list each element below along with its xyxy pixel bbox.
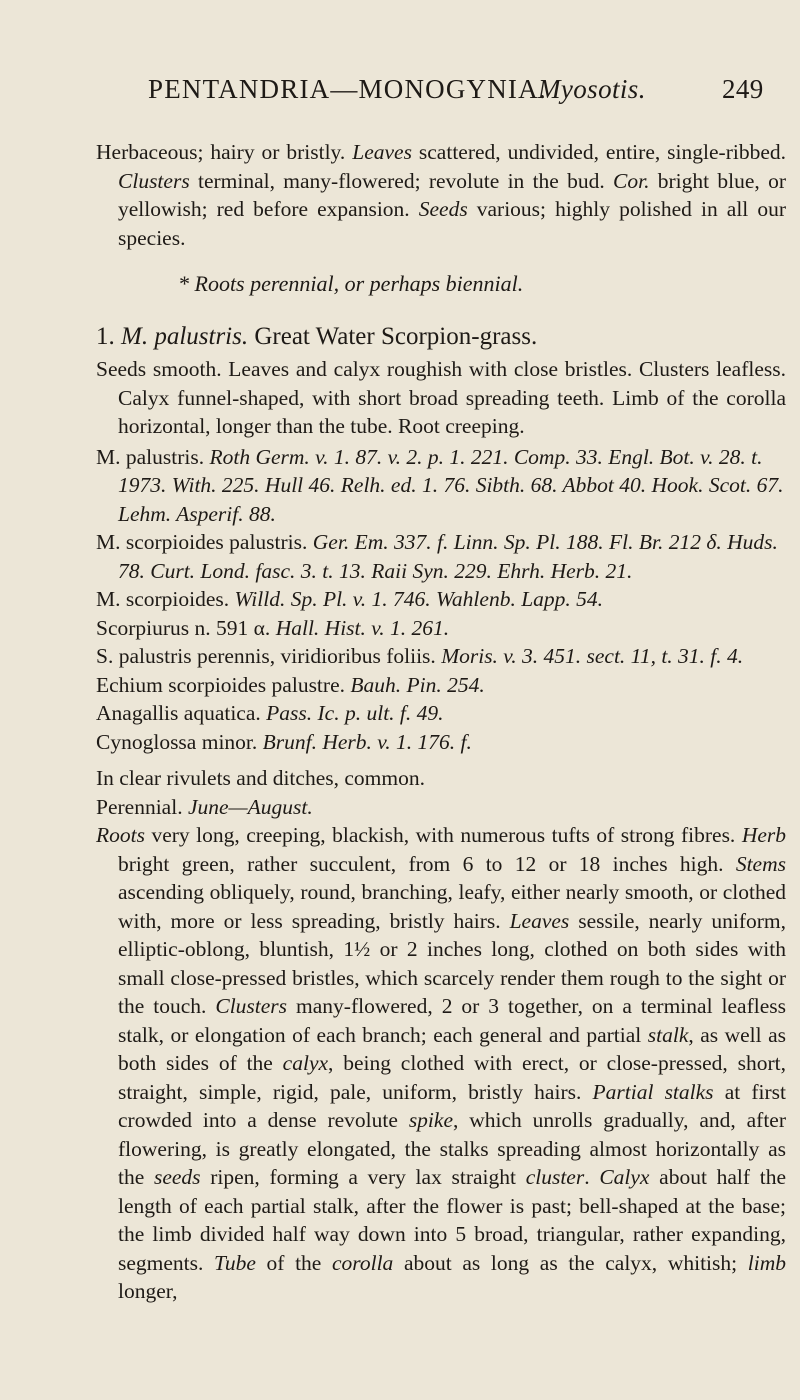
synonym-entry (96, 642, 786, 671)
intro-text: scattered, undivided, entire, single-ribbed. (411, 140, 786, 164)
section-heading: * Roots perennial, or perhaps biennial. (178, 271, 524, 296)
desc-text: many-flowered, 2 or 3 together, on a terminal leafless stalk, or elongation of each branch; each general and partial (118, 994, 786, 1047)
desc-text: longer, (118, 1279, 178, 1303)
synonym-refs: Bauh. Pin. 254. (350, 672, 485, 697)
desc-term: limb (747, 1250, 786, 1275)
synonym-refs: Ger. Em. 337. f. Linn. Sp. Pl. 188. Fl. Br. 212 δ. Huds. 78. Curt. Lond. fasc. 3. t. 13. Raii Syn. 229. Ehrh. Herb. 21. (118, 530, 778, 583)
species-description (96, 821, 786, 1306)
species-heading (96, 323, 786, 352)
intro-text: Herbaceous; hairy or bristly. (96, 140, 346, 164)
synonym-name: Scorpiurus n. 591 α. (96, 615, 271, 640)
desc-term: Clusters (215, 994, 288, 1018)
species-number: 1. (96, 322, 115, 350)
species-diagnosis: Seeds smooth. Leaves and calyx roughish with close bristles. Clusters leafless. Calyx funnel-shaped, with short broad spreading teeth. Limb of the corolla horizontal, longer than the tube. Root creeping. (96, 357, 786, 438)
synonym-entry (96, 528, 786, 585)
synonym-entry (96, 443, 786, 529)
synonym-entry (96, 728, 786, 757)
synonym-name: M. palustris. (96, 444, 205, 469)
synonym-entry (96, 585, 786, 614)
desc-term: Tube (214, 1250, 256, 1275)
desc-term: Leaves (509, 908, 570, 933)
running-title: PENTANDRIA—MONOGYNIA. (148, 74, 547, 104)
genus-description (96, 138, 786, 252)
genus-heading: Myosotis. (538, 74, 646, 104)
flowering-months: June—August. (187, 794, 313, 819)
desc-text: at first crowded into a dense revolute (118, 1079, 786, 1132)
desc-term: Roots (96, 823, 145, 847)
desc-term: seeds (153, 1165, 201, 1189)
habitat: In clear rivulets and ditches, common. (96, 766, 425, 790)
intro-text: bright blue, or yellowish; red before expansion. (118, 168, 786, 221)
desc-term: stalk (647, 1022, 689, 1047)
desc-term: corolla (331, 1250, 394, 1275)
desc-text: . (584, 1165, 600, 1189)
desc-term: Partial stalks (592, 1079, 714, 1104)
desc-text: bright green, rather succulent, from 6 to 12 or 18 inches high. (118, 851, 736, 876)
desc-text: very long, creeping, blackish, with numerous tufts of strong fibres. (144, 823, 742, 847)
desc-term: Calyx (599, 1165, 650, 1189)
duration-line (96, 793, 786, 822)
synonym-entry (96, 614, 786, 643)
synonym-name: S. palustris perennis, viridioribus foliis. (96, 644, 436, 668)
desc-text: about half the length of each partial stalk, after the flower is past; bell-shaped at the base; the limb divided half way down into 5 broad, triangular, rather expanding, segments. (118, 1165, 786, 1275)
desc-text: , which unrolls gradually, and, after flowering, is greatly elongated, the stalks spreading almost horizontally as the (118, 1108, 787, 1189)
desc-term: Stems (735, 851, 786, 876)
synonymy (96, 443, 786, 757)
duration-label: Perennial. (96, 794, 183, 819)
synonym-refs: Hall. Hist. v. 1. 261. (275, 615, 450, 640)
page-number: 249 (722, 74, 764, 104)
synonym-refs: Pass. Ic. p. ult. f. 49. (266, 701, 444, 725)
page-body (96, 138, 786, 1306)
desc-text: ripen, forming a very lax straight (200, 1165, 526, 1189)
common-name: Great Water Scorpion-grass. (254, 322, 538, 350)
desc-term: Herb (741, 823, 786, 847)
desc-term: calyx (282, 1051, 329, 1075)
intro-text: terminal, many-flowered; revolute in the bud. (189, 168, 614, 193)
intro-text: various; highly polished in all our species. (118, 197, 786, 250)
desc-text: sessile, nearly uniform, elliptic-oblong, bluntish, 1½ or 2 inches long, clothed on both sides with small close-pressed bristles, which scarcely render them rough to the sight or the touch. (118, 908, 786, 1018)
desc-text: ascending obliquely, round, branching, leafy, either nearly smooth, or clothed with, more or less spreading, bristly hairs. (118, 880, 786, 933)
synonym-name: Anagallis aquatica. (96, 701, 261, 725)
desc-text: about as long as the calyx, whitish; (393, 1250, 748, 1275)
synonym-entry (96, 699, 786, 728)
desc-term: spike (408, 1108, 453, 1132)
intro-term: Clusters (118, 168, 190, 193)
intro-term: Seeds (418, 197, 468, 221)
synonym-name: Echium scorpioides palustre. (96, 672, 345, 697)
synonym-refs: Roth Germ. v. 1. 87. v. 2. p. 1. 221. Comp. 33. Engl. Bot. v. 28. t. 1973. With. 225. Hull 46. Relh. ed. 1. 76. Sibth. 68. Abbot 40. Hook. Scot. 67. Lehm. Asperif. 88. (118, 444, 784, 526)
desc-term: cluster (525, 1165, 585, 1189)
synonym-refs: Moris. v. 3. 451. sect. 11, t. 31. f. 4. (441, 644, 744, 668)
synonym-name: M. scorpioides. (96, 587, 230, 611)
species-name: M. palustris. (121, 322, 249, 350)
synonym-name: M. scorpioides palustris. (96, 530, 308, 554)
intro-term: Leaves (352, 140, 412, 164)
synonym-entry (96, 671, 786, 700)
desc-text: , being clothed with erect, or close-pressed, short, straight, simple, rigid, pale, uniform, bristly hairs. (118, 1051, 786, 1104)
synonym-refs: Willd. Sp. Pl. v. 1. 746. Wahlenb. Lapp. 54. (234, 587, 604, 611)
intro-term: Cor. (613, 168, 650, 193)
synonym-name: Cynoglossa minor. (96, 729, 258, 754)
desc-text: of the (255, 1250, 332, 1275)
synonym-refs: Brunf. Herb. v. 1. 176. f. (262, 729, 472, 754)
desc-text: , as well as both sides of the (118, 1022, 786, 1075)
